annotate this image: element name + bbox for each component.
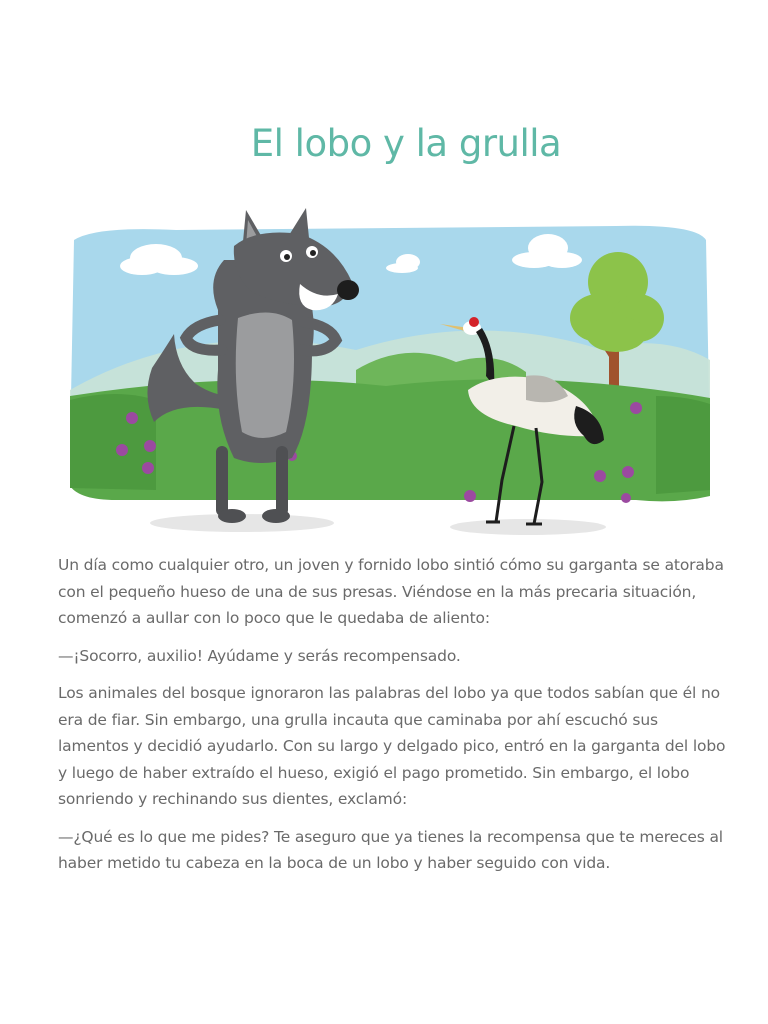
paragraph: Un día como cualquier otro, un joven y fornido lobo sintió cómo su garganta se atoraba con el pequeño hueso de una de sus presas. Viéndose en la más precaria situación, comenzó a aullar con lo poco que le quedaba de aliento: — [58, 556, 724, 627]
wolf-and-crane-illustration — [56, 200, 720, 538]
paragraph: —¿Qué es lo que me pides? Te aseguro que ya tienes la recompensa que te mereces al haber metido tu cabeza en la boca de un lobo y haber seguido con vida. — [58, 827, 723, 872]
paragraph: Los animales del bosque ignoraron las palabras del lobo ya que todos sabían que él no era de fiar. Sin embargo, una grulla incauta que caminaba por ahí escuchó sus lamentos y decidió ayudarlo. Con su largo y delgado pico, entró en la garganta del lobo y luego de haber extraído el hueso, exigió el pago prometido. Sin embargo, el lobo sonriendo y rechinando sus dientes, exclamó: — [58, 684, 726, 808]
paragraph: —¡Socorro, auxilio! Ayúdame y serás recompensado. — [58, 646, 461, 665]
page-title: El lobo y la grulla — [250, 122, 562, 165]
story-text — [58, 552, 728, 888]
